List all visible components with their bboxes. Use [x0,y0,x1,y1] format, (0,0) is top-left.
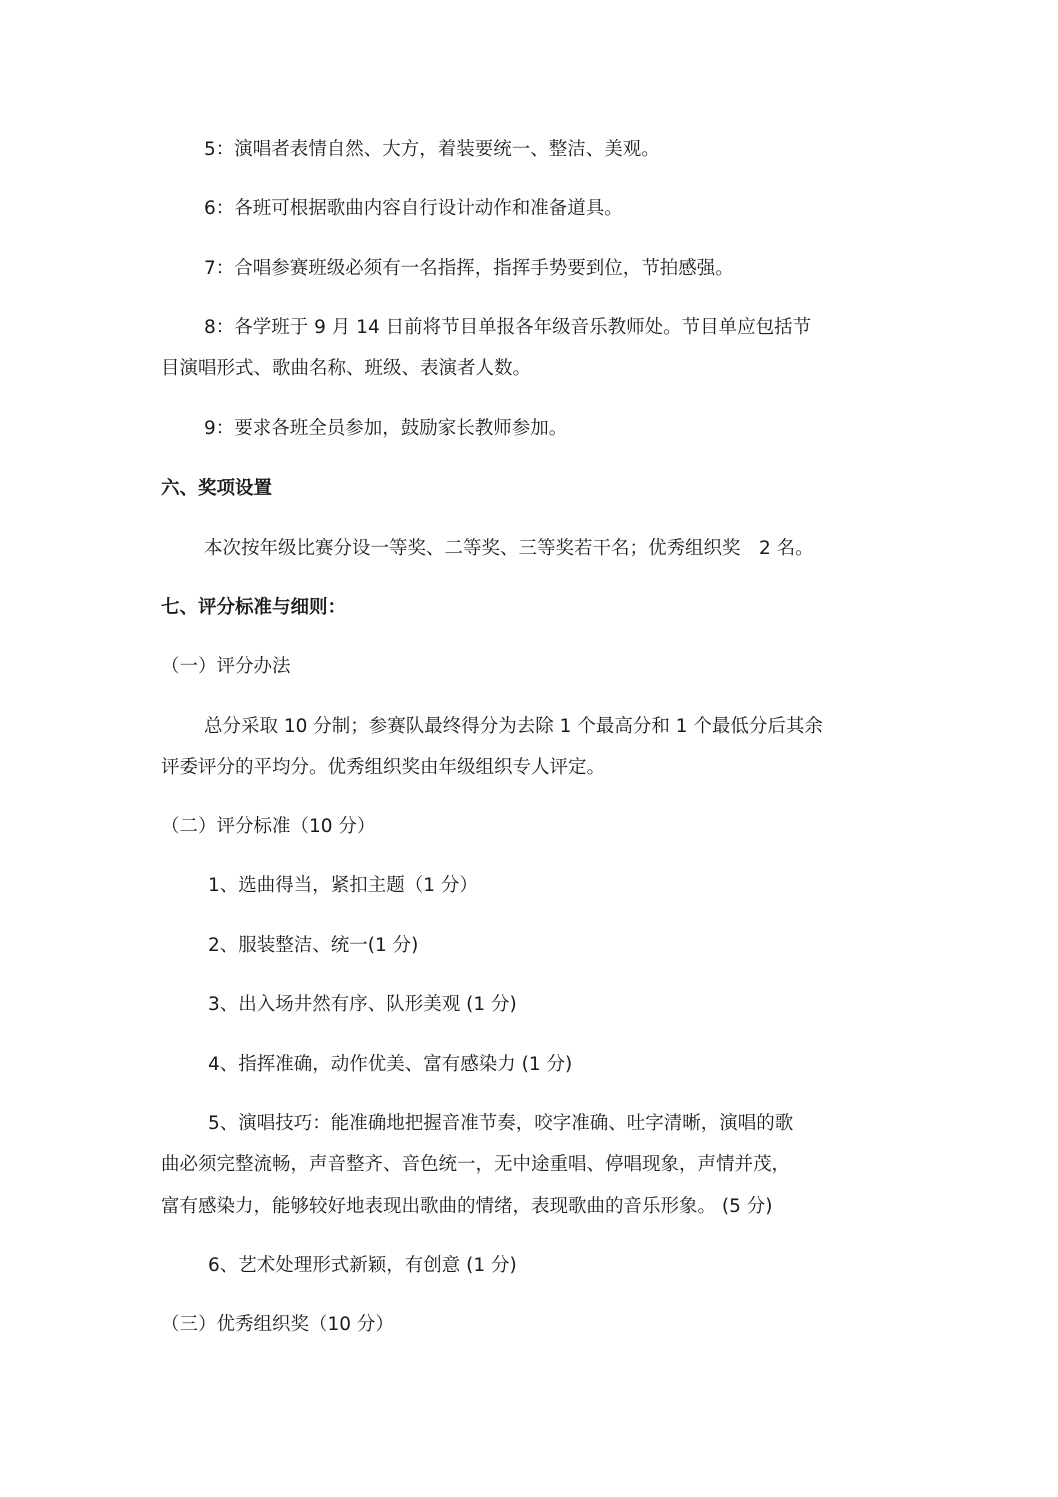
criterion-4: 4、指挥准确，动作优美、富有感染力 (1 分) [208,1054,573,1075]
rule-item-8-line-1: 8：各学班于 9 月 14 日前将节目单报各年级音乐教师处。节目单应包括节 [204,317,812,338]
rule-item-9: 9：要求各班全员参加，鼓励家长教师参加。 [204,418,568,439]
criterion-3: 3、出入场井然有序、队形美观 (1 分) [208,994,517,1015]
criterion-5-line-3: 富有感染力，能够较好地表现出歌曲的情绪，表现歌曲的音乐形象。 (5 分) [161,1196,773,1217]
rule-item-6: 6：各班可根据歌曲内容自行设计动作和准备道具。 [204,198,623,219]
subsection-1-title: （一）评分办法 [161,656,291,677]
criterion-5-line-2: 曲必须完整流畅，声音整齐、音色统一，无中途重唱、停唱现象，声情并茂， [161,1154,791,1175]
section-6-heading: 六、奖项设置 [161,478,273,499]
rule-item-7: 7：合唱参赛班级必须有一名指挥，指挥手势要到位，节拍感强。 [204,258,734,279]
rule-item-5: 5：演唱者表情自然、大方，着装要统一、整洁、美观。 [204,139,660,160]
subsection-2-title: （二）评分标准（10 分） [161,816,376,837]
subsection-1-line-1: 总分采取 10 分制；参赛队最终得分为去除 1 个最高分和 1 个最低分后其余 [204,716,823,737]
rule-item-8-line-2: 目演唱形式、歌曲名称、班级、表演者人数。 [161,358,532,379]
criterion-5-line-1: 5、演唱技巧：能准确地把握音准节奏，咬字准确、吐字清晰，演唱的歌 [208,1113,794,1134]
criterion-6: 6、艺术处理形式新颖，有创意 (1 分) [208,1255,517,1276]
criterion-1: 1、选曲得当，紧扣主题（1 分） [208,875,478,896]
subsection-1-line-2: 评委评分的平均分。优秀组织奖由年级组织专人评定。 [161,757,606,778]
section-6-body: 本次按年级比赛分设一等奖、二等奖、三等奖若干名；优秀组织奖 2 名。 [204,538,814,559]
section-7-heading: 七、评分标准与细则： [161,597,347,618]
subsection-3-title: （三）优秀组织奖（10 分） [161,1314,394,1335]
criterion-2: 2、服装整洁、统一(1 分) [208,935,419,956]
